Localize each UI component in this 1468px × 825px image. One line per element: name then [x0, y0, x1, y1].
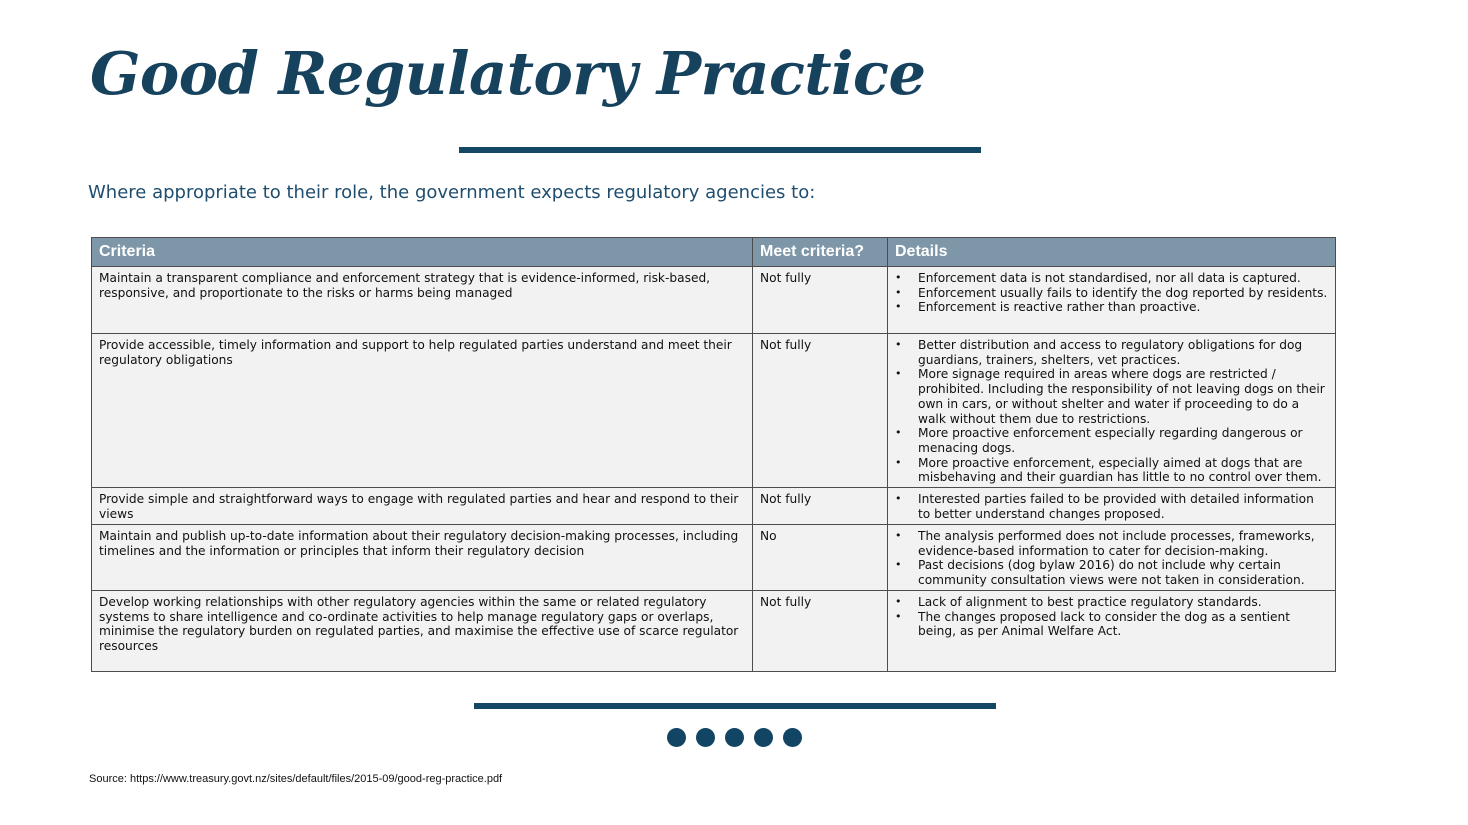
table-row: [92, 525, 1336, 591]
meet-criteria-cell: Not fully: [753, 267, 888, 334]
detail-item: • The changes proposed lack to consider the dog as a sentient being, as per Animal Welfare Act.: [895, 610, 1329, 639]
dot-icon: [725, 728, 744, 747]
table-header-row: [92, 238, 1336, 267]
source-citation: Source: https://www.treasury.govt.nz/sites/default/files/2015-09/good-reg-practice.pdf: [89, 773, 503, 785]
dot-icon: [754, 728, 773, 747]
decorative-dots: [667, 728, 802, 747]
dot-icon: [667, 728, 686, 747]
details-cell: [888, 334, 1336, 488]
page-title: Good Regulatory Practice: [90, 39, 926, 108]
detail-item: • Past decisions (dog bylaw 2016) do not include why certain community consultation views were not taken in consideration.: [895, 558, 1329, 587]
table-row: [92, 591, 1336, 672]
table-row: [92, 267, 1336, 334]
table-row: [92, 334, 1336, 488]
details-cell: [888, 591, 1336, 672]
meet-criteria-cell: Not fully: [753, 488, 888, 525]
detail-item: • More signage required in areas where dogs are restricted / prohibited. Including the responsibility of not leaving dogs on their own in cars, or without shelter and water if proceeding to do a walk without them due to restrictions.: [895, 367, 1329, 426]
detail-item: • More proactive enforcement especially regarding dangerous or menacing dogs.: [895, 426, 1329, 455]
detail-item: • Lack of alignment to best practice regulatory standards.: [895, 595, 1329, 610]
header-criteria: Criteria: [92, 238, 753, 267]
criteria-cell: Provide accessible, timely information and support to help regulated parties understand and meet their regulatory obligations: [92, 334, 753, 488]
detail-item: • More proactive enforcement, especially aimed at dogs that are misbehaving and their guardian has little to no control over them.: [895, 456, 1329, 485]
divider-bottom: [474, 703, 996, 709]
detail-item: • The analysis performed does not include processes, frameworks, evidence-based information to cater for decision-making.: [895, 529, 1329, 558]
detail-item: • Interested parties failed to be provided with detailed information to better understand changes proposed.: [895, 492, 1329, 521]
details-cell: [888, 525, 1336, 591]
header-details: Details: [888, 238, 1336, 267]
dot-icon: [783, 728, 802, 747]
criteria-cell: Provide simple and straightforward ways to engage with regulated parties and hear and respond to their views: [92, 488, 753, 525]
detail-item: • Enforcement is reactive rather than proactive.: [895, 300, 1329, 315]
meet-criteria-cell: No: [753, 525, 888, 591]
criteria-cell: Maintain a transparent compliance and enforcement strategy that is evidence-informed, risk-based, responsive, and proportionate to the risks or harms being managed: [92, 267, 753, 334]
details-cell: [888, 267, 1336, 334]
details-cell: [888, 488, 1336, 525]
criteria-cell: Maintain and publish up-to-date information about their regulatory decision-making processes, including timelines and the information or principles that inform their regulatory decision: [92, 525, 753, 591]
dot-icon: [696, 728, 715, 747]
header-meet-criteria: Meet criteria?: [753, 238, 888, 267]
meet-criteria-cell: Not fully: [753, 334, 888, 488]
detail-item: • Better distribution and access to regulatory obligations for dog guardians, trainers, shelters, vet practices.: [895, 338, 1329, 367]
divider-top: [459, 147, 981, 153]
criteria-cell: Develop working relationships with other regulatory agencies within the same or related regulatory systems to share intelligence and co-ordinate activities to help manage regulatory gaps or overlaps, minimise the regulatory burden on regulated parties, and maximise the effective use of scarce regulator resources: [92, 591, 753, 672]
table-row: [92, 488, 1336, 525]
intro-text: Where appropriate to their role, the government expects regulatory agencies to:: [88, 182, 816, 203]
detail-item: • Enforcement data is not standardised, nor all data is captured.: [895, 271, 1329, 286]
detail-item: • Enforcement usually fails to identify the dog reported by residents.: [895, 286, 1329, 301]
meet-criteria-cell: Not fully: [753, 591, 888, 672]
criteria-table: [91, 237, 1336, 672]
